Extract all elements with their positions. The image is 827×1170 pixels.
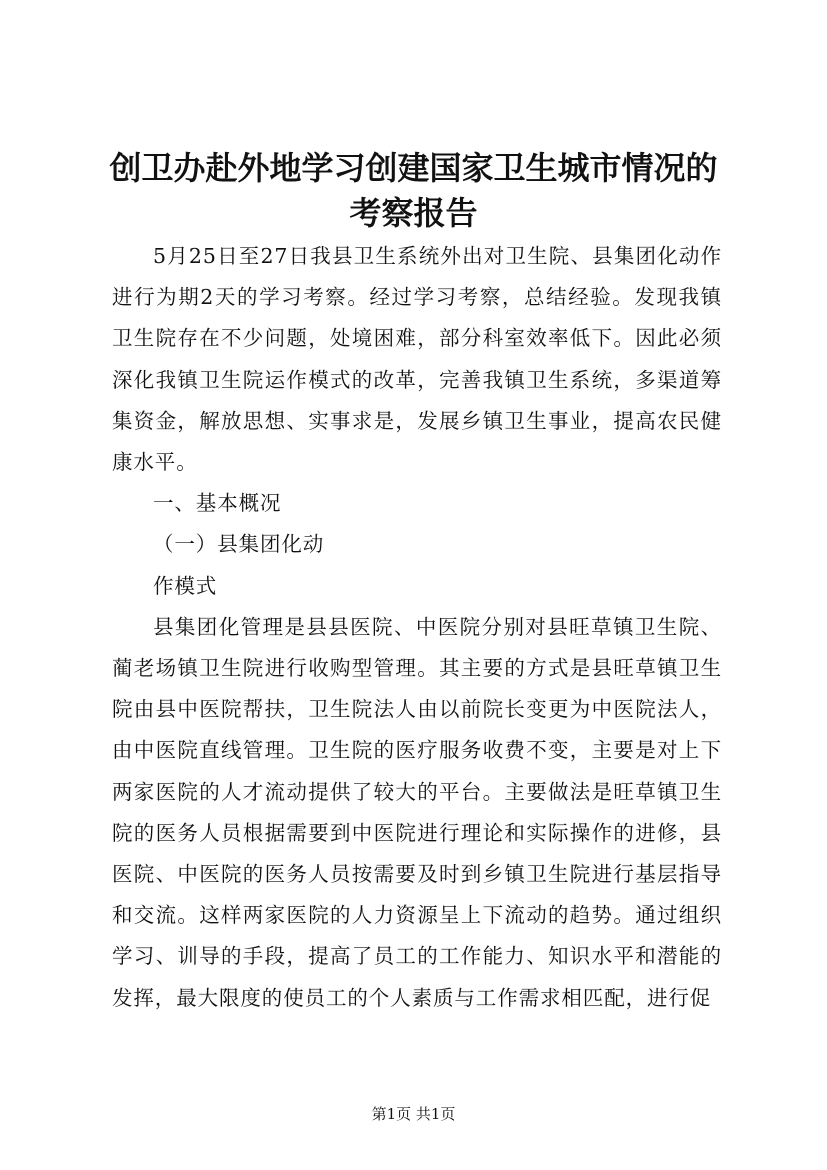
paragraph-intro: 5月25日至27日我县卫生系统外出对卫生院、县集团化动作进行为期2天的学习考察。经过学习考察，总结经验。发现我镇卫生院存在不少问题，处境困难，部分科室效率低下。因此必须深化我镇卫生院运作模式的改革，完善我镇卫生系统，多渠道筹集资金，解放思想、实事求是，发展乡镇卫生事业，提高农民健康水平。 bbox=[112, 244, 722, 475]
document-body bbox=[112, 236, 722, 1019]
subsection-heading-continued: 作模式 bbox=[153, 573, 218, 598]
page-number-footer: 第1页 共1页 bbox=[371, 1105, 456, 1123]
document-title: 创卫办赴外地学习创建国家卫生城市情况的考察报告 bbox=[109, 149, 718, 232]
paragraph-management: 县集团化管理是县县医院、中医院分别对县旺草镇卫生院、蔺老场镇卫生院进行收购型管理。其主要的方式是县旺草镇卫生院由县中医院帮扶，卫生院法人由以前院长变更为中医院法人，由中医院直线管理。卫生院的医疗服务收费不变，主要是对上下两家医院的人才流动提供了较大的平台。主要做法是旺草镇卫生院的医务人员根据需要到中医院进行理论和实际操作的进修，县医院、中医院的医务人员按需要及时到乡镇卫生院进行基层指导和交流。这样两家医院的人力资源呈上下流动的趋势。通过组织学习、训导的手段，提高了员工的工作能力、知识水平和潜能的发挥，最大限度的使员工的个人素质与工作需求相匹配，进行促 bbox=[112, 614, 722, 1010]
section-heading-overview: 一、基本概况 bbox=[153, 491, 282, 516]
subsection-heading: （一）县集团化动 bbox=[153, 532, 325, 557]
